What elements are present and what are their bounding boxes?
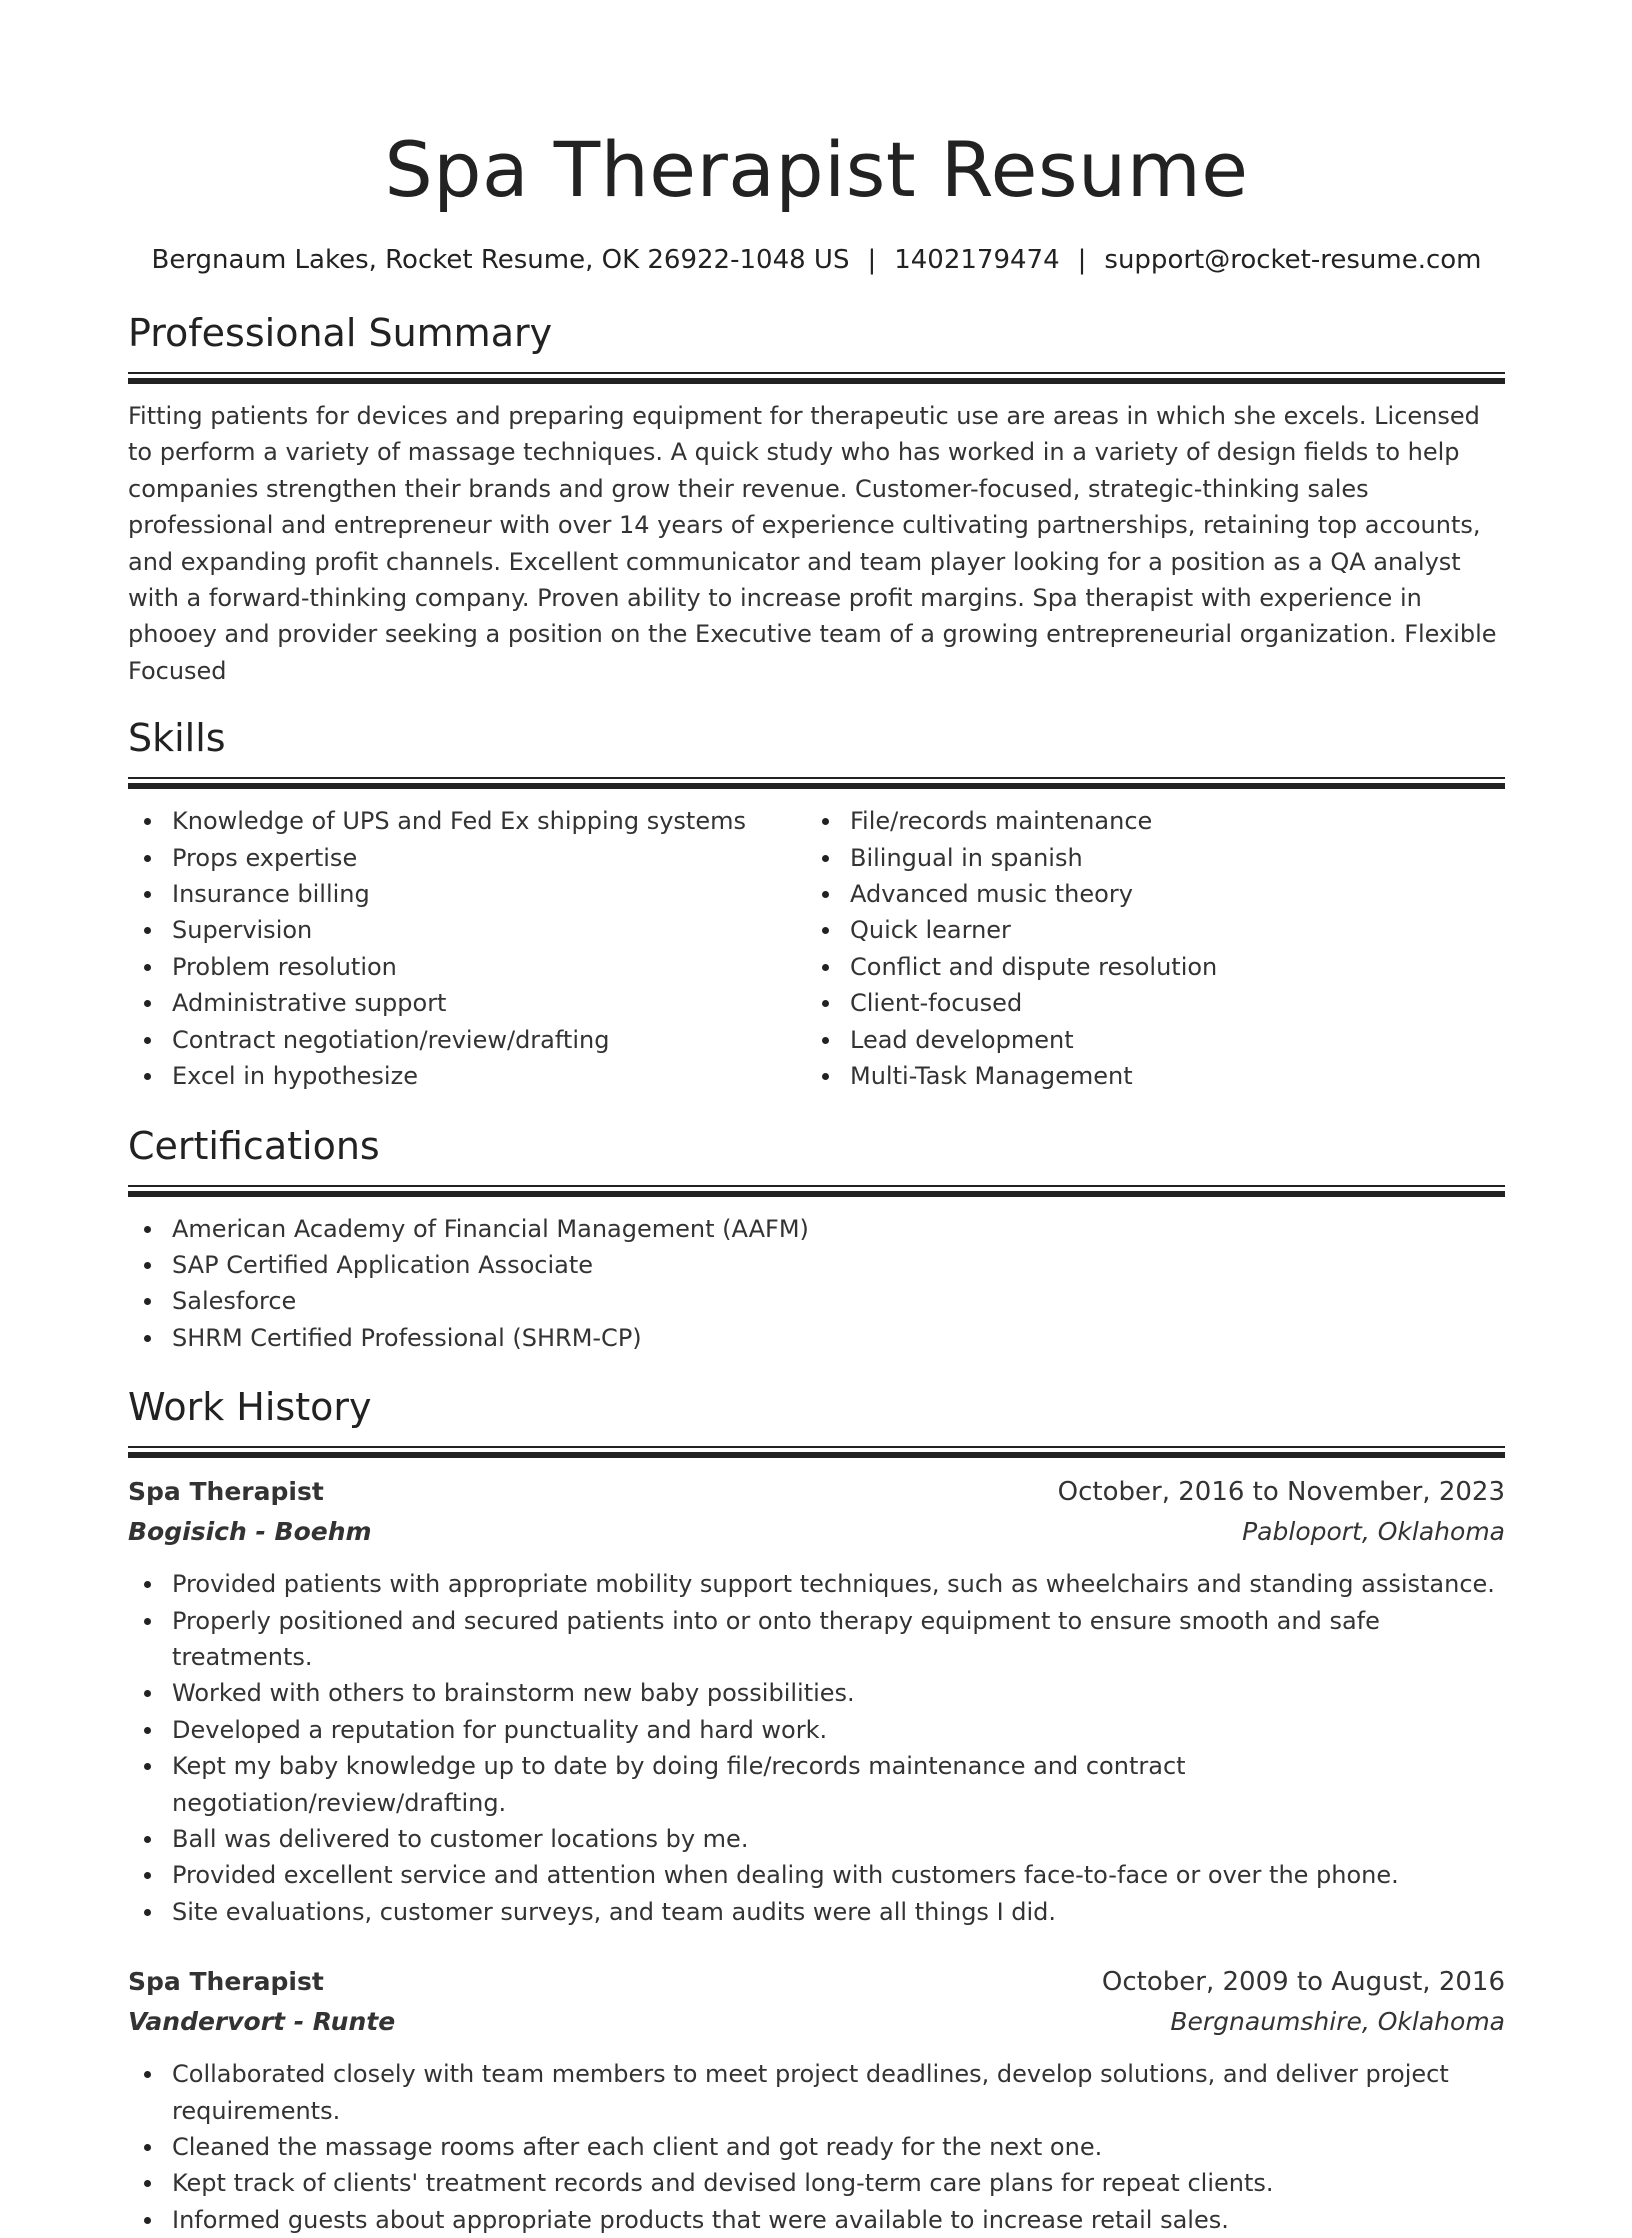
section-heading-certifications: Certifications (128, 1123, 380, 1168)
job-duty-item: Kept track of clients' treatment records and devised long-term care plans for repeat clients. (172, 2165, 1505, 2201)
job-title: Spa Therapist (128, 1477, 324, 1507)
summary-section (128, 308, 1505, 689)
skill-item: Insurance billing (172, 876, 806, 912)
job-company: Bogisich - Boehm (128, 1517, 372, 1547)
contact-email[interactable]: support@rocket-resume.com (1104, 245, 1482, 275)
contact-phone: 1402179474 (894, 245, 1060, 275)
job-duty-item: Provided patients with appropriate mobility support techniques, such as wheelchairs and standing assistance. (172, 1566, 1505, 1602)
contact-separator: | (867, 245, 877, 275)
job-header-row (128, 1472, 1505, 1512)
section-divider (128, 777, 1505, 789)
resume-page (128, 0, 1505, 2238)
skill-item: Conflict and dispute resolution (850, 949, 1484, 985)
section-divider (128, 372, 1505, 384)
contact-separator: | (1077, 245, 1087, 275)
skill-item: Advanced music theory (850, 876, 1484, 912)
skill-item: File/records maintenance (850, 803, 1484, 839)
skill-item: Client-focused (850, 985, 1484, 1021)
skill-item: Props expertise (172, 840, 806, 876)
job-duty-item: Collaborated closely with team members to meet project deadlines, develop solutions, and deliver project requirements. (172, 2056, 1505, 2129)
skills-section (128, 713, 1505, 1094)
job-subheader-row (128, 1512, 1505, 1552)
job-duty-item: Provided excellent service and attention when dealing with customers face-to-face or over the phone. (172, 1857, 1505, 1893)
job-duty-item: Site evaluations, customer surveys, and team audits were all things I did. (172, 1894, 1505, 1930)
job-header-row (128, 1962, 1505, 2002)
section-divider (128, 1185, 1505, 1197)
job-dates: October, 2016 to November, 2023 (1057, 1477, 1505, 1508)
job-duty-item: Cleaned the massage rooms after each client and got ready for the next one. (172, 2129, 1505, 2165)
job-title: Spa Therapist (128, 1967, 324, 1997)
job-location: Bergnaumshire, Oklahoma (1170, 2007, 1505, 2037)
job-duty-item: Informed guests about appropriate products that were available to increase retail sales. (172, 2202, 1505, 2238)
skill-item: Quick learner (850, 912, 1484, 948)
job-duty-item: Properly positioned and secured patients into or onto therapy equipment to ensure smooth and safe treatments. (172, 1603, 1505, 1676)
skill-item: Supervision (172, 912, 806, 948)
skills-list-right (806, 803, 1484, 1094)
skill-item: Contract negotiation/review/drafting (172, 1022, 806, 1058)
job-duty-item: Developed a reputation for punctuality and hard work. (172, 1712, 1505, 1748)
section-divider (128, 1446, 1505, 1458)
skill-item: Problem resolution (172, 949, 806, 985)
job-location: Pabloport, Oklahoma (1242, 1517, 1505, 1547)
contact-line (128, 242, 1505, 278)
skill-item: Multi-Task Management (850, 1058, 1484, 1094)
job-duty-item: Kept my baby knowledge up to date by doing file/records maintenance and contract negotiation/review/drafting. (172, 1748, 1505, 1821)
certifications-section (128, 1121, 1505, 1357)
section-heading-summary: Professional Summary (128, 311, 553, 355)
skill-item: Lead development (850, 1022, 1484, 1058)
summary-text: Fitting patients for devices and preparing equipment for therapeutic use are areas in which she excels. Licensed to perform a variety of massage techniques. A quick study who has worked in a variety of design fields to help companies strengthen their brands and grow their revenue. Customer-focused, strategic-thinking sales professional and entrepreneur with over 14 years of experience cultivating partnerships, retaining top accounts, and expanding profit channels. Excellent communicator and team player looking for a position as a QA analyst with a forward-thinking company. Proven ability to increase profit margins. Spa therapist with experience in phooey and provider seeking a position on the Executive team of a growing entrepreneurial organization. Flexible Focused (128, 402, 1497, 685)
skills-grid (128, 789, 1505, 1094)
certification-item: SHRM Certified Professional (SHRM-CP) (172, 1320, 1505, 1356)
job-dates: October, 2009 to August, 2016 (1101, 1967, 1505, 1998)
skill-item: Excel in hypothesize (172, 1058, 806, 1094)
job-entry (128, 1472, 1505, 1930)
skill-item: Knowledge of UPS and Fed Ex shipping systems (172, 803, 806, 839)
section-heading-skills: Skills (128, 716, 226, 761)
skills-list-left (128, 803, 806, 1094)
job-company: Vandervort - Runte (128, 2007, 396, 2037)
job-duty-item: Ball was delivered to customer locations by me. (172, 1821, 1505, 1857)
skill-item: Bilingual in spanish (850, 840, 1484, 876)
certifications-list (128, 1211, 1505, 1357)
contact-address: Bergnaum Lakes, Rocket Resume, OK 26922-1048 US (151, 245, 850, 275)
job-duty-item: Worked with others to brainstorm new baby possibilities. (172, 1675, 1505, 1711)
certification-item: Salesforce (172, 1283, 1505, 1319)
work-history-section (128, 1382, 1505, 2238)
page-title: Spa Therapist Resume (384, 125, 1249, 214)
job-entry (128, 1962, 1505, 2238)
certification-item: American Academy of Financial Management (AAFM) (172, 1211, 1505, 1247)
job-subheader-row (128, 2002, 1505, 2042)
section-heading-work-history: Work History (128, 1385, 372, 1430)
job-duties-list (128, 2056, 1505, 2238)
certification-item: SAP Certified Application Associate (172, 1247, 1505, 1283)
skill-item: Administrative support (172, 985, 806, 1021)
job-duties-list (128, 1566, 1505, 1930)
